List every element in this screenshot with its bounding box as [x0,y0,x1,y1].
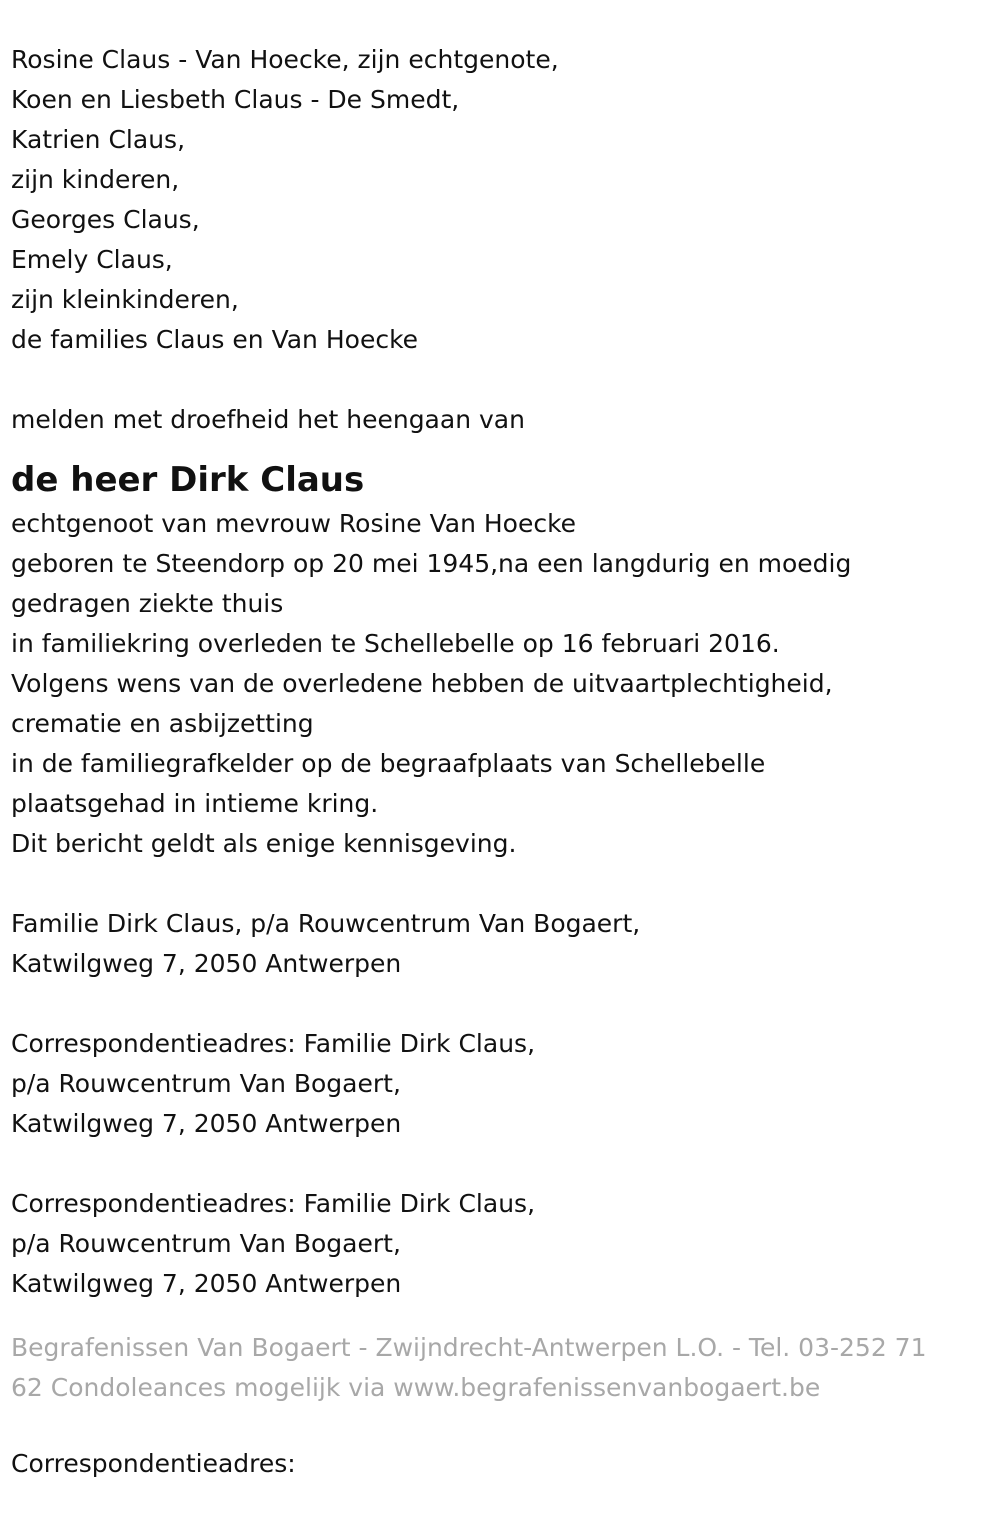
address-line: Katwilgweg 7, 2050 Antwerpen [11,1109,402,1138]
address-line: Katwilgweg 7, 2050 Antwerpen [11,949,402,978]
correspondence-label: Correspondentieadres: [11,1449,296,1478]
family-line: de families Claus en Van Hoecke [11,325,419,354]
detail-line: gedragen ziekte thuis [11,589,284,618]
address-line: Correspondentieadres: Familie Dirk Claus, [11,1189,536,1218]
correspondence-address [11,1024,989,1144]
detail-line: in familiekring overleden te Schellebelle op 16 februari 2016. [11,629,780,658]
family-line: zijn kleinkinderen, [11,285,239,314]
detail-line: in de familiegrafkelder op de begraafplaats van Schellebelle [11,749,766,778]
spacer [11,864,989,904]
spacer [11,360,989,400]
family-line: Emely Claus, [11,245,173,274]
detail-line: crematie en asbijzetting [11,709,314,738]
detail-line: Volgens wens van de overledene hebben de uitvaartplechtigheid, [11,669,833,698]
family-line: Katrien Claus, [11,125,186,154]
obituary-details [11,504,989,864]
address-line: Katwilgweg 7, 2050 Antwerpen [11,1269,402,1298]
funeral-home-footer [11,1328,986,1408]
footer-line: 62 Condoleances mogelijk via www.begrafenissenvanbogaert.be [11,1373,821,1402]
family-line: Koen en Liesbeth Claus - De Smedt, [11,85,460,114]
correspondence-address [11,1184,989,1304]
address-line: p/a Rouwcentrum Van Bogaert, [11,1069,401,1098]
family-line: Georges Claus, [11,205,200,234]
spacer [11,1144,989,1184]
detail-line: echtgenoot van mevrouw Rosine Van Hoecke [11,509,577,538]
address-line: Correspondentieadres: Familie Dirk Claus, [11,1029,536,1058]
family-address [11,904,989,984]
address-line: p/a Rouwcentrum Van Bogaert, [11,1229,401,1258]
announcement-text: melden met droefheid het heengaan van [11,405,525,434]
footer-line: Begrafenissen Van Bogaert - Zwijndrecht-Antwerpen L.O. - Tel. 03-252 71 [11,1333,927,1362]
deceased-name: de heer Dirk Claus [11,460,365,500]
spacer [11,984,989,1024]
detail-line: plaatsgehad in intieme kring. [11,789,379,818]
family-line: Rosine Claus - Van Hoecke, zijn echtgenote, [11,45,559,74]
family-line: zijn kinderen, [11,165,180,194]
address-line: Familie Dirk Claus, p/a Rouwcentrum Van Bogaert, [11,909,641,938]
detail-line: Dit bericht geldt als enige kennisgeving. [11,829,517,858]
family-list [11,40,989,360]
detail-line: geboren te Steendorp op 20 mei 1945,na een langdurig en moedig [11,549,852,578]
